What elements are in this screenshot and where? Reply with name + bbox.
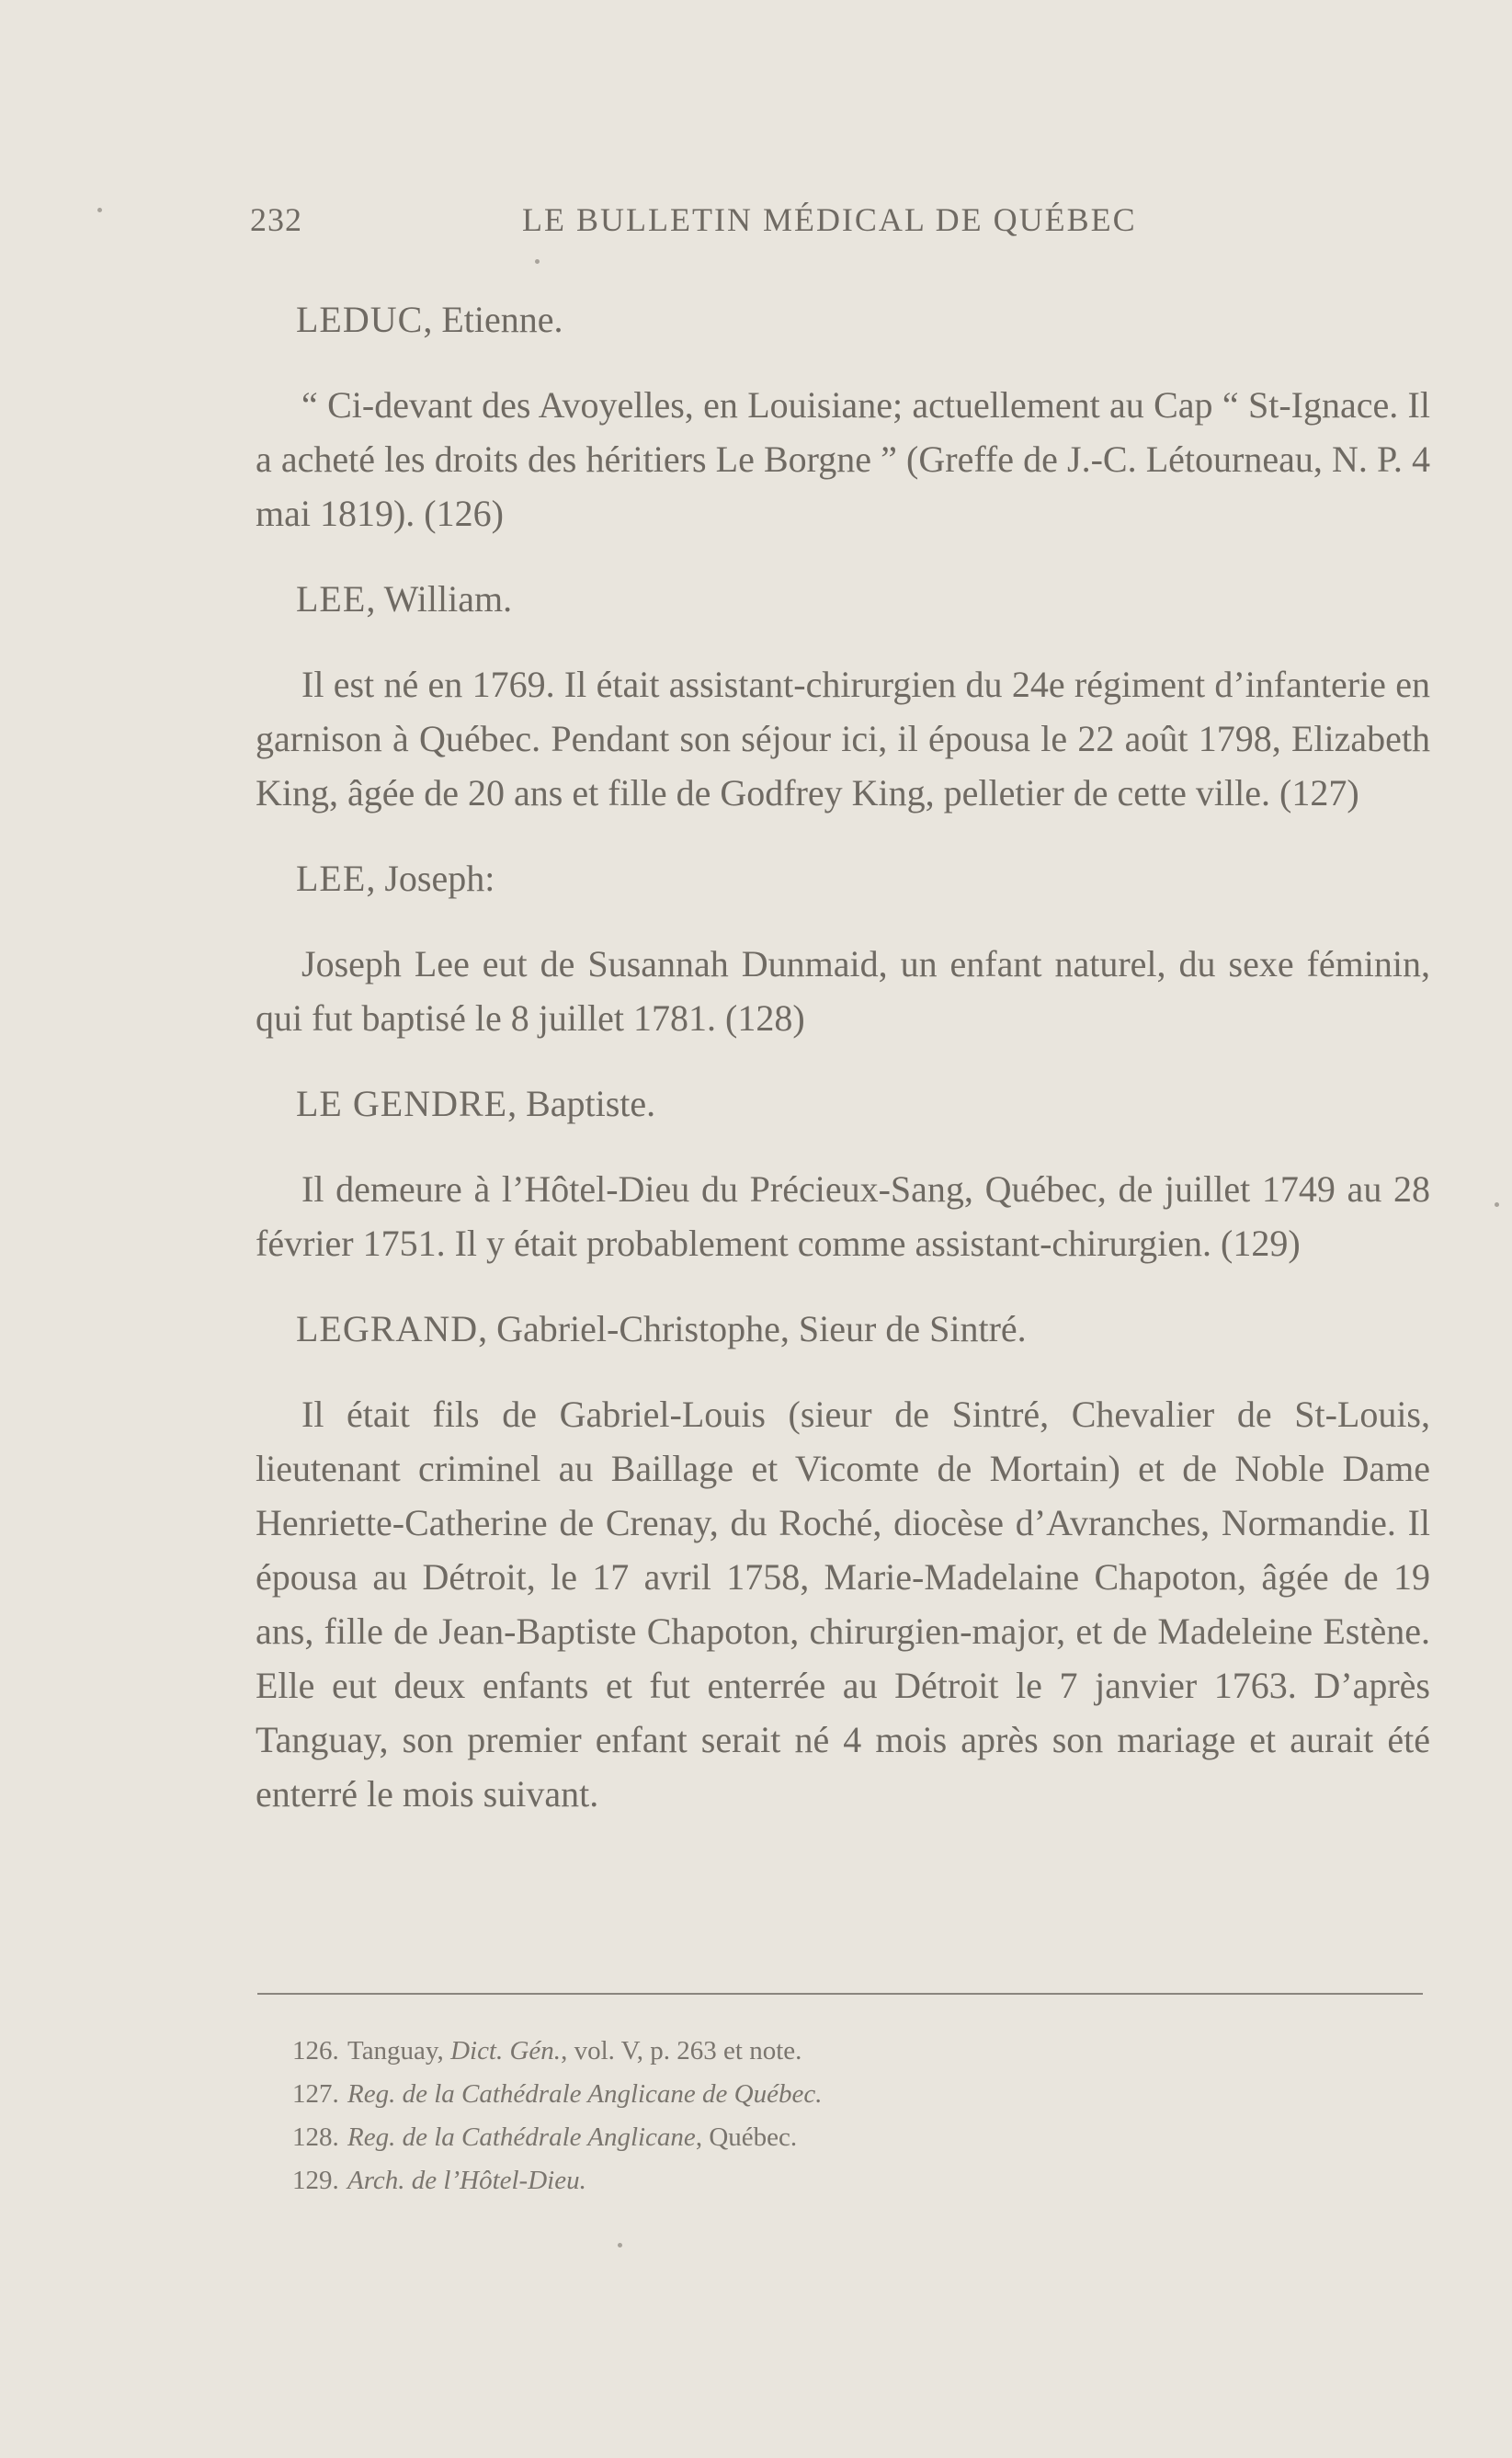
footnote-text: , Québec. <box>695 2122 798 2152</box>
entry-given-name: , Gabriel-Christophe, Sieur de Sintré. <box>478 1308 1027 1349</box>
entry-surname: LEE <box>296 858 367 899</box>
entry-surname: LE GENDRE <box>296 1083 508 1124</box>
body-text <box>256 292 1430 1852</box>
entry-surname: LEDUC <box>296 299 424 340</box>
footnote-italic-text: Arch. de l’Hôtel-Dieu. <box>347 2166 586 2195</box>
entry-paragraph: Il demeure à l’Hôtel-Dieu du Précieux-Sang, Québec, de juillet 1749 au 28 février 1751. Il y était probablement comme assistant-chirurgien. (129) <box>256 1168 1430 1264</box>
entry-paragraph: Il est né en 1769. Il était assistant-chirurgien du 24e régiment d’infanterie en garnison à Québec. Pendant son séjour ici, il épousa le 22 août 1798, Elizabeth King, âgée de 20 ans et fille de Godfrey King, pelletier de cette ville. (127) <box>256 664 1430 814</box>
entry-given-name: , Etienne. <box>423 299 563 340</box>
footnote-number: 127. <box>292 2079 339 2109</box>
footnote-italic-text: Reg. de la Cathédrale Anglicane <box>347 2122 696 2152</box>
footnote-text: Tanguay, <box>347 2036 451 2065</box>
footnote-number: 128. <box>292 2122 339 2152</box>
journal-title: LE BULLETIN MÉDICAL DE QUÉBEC <box>522 201 1137 238</box>
footnote-divider <box>257 1993 1423 1995</box>
entry-given-name: , Baptiste. <box>507 1083 656 1124</box>
paper-speck <box>97 208 102 212</box>
footnote-number: 126. <box>292 2036 339 2065</box>
entry-le-gendre <box>256 1076 1430 1270</box>
paper-speck <box>1495 1202 1499 1207</box>
footnotes <box>292 2030 1377 2202</box>
footnote-126 <box>292 2030 1377 2073</box>
entry-paragraph: Il était fils de Gabriel-Louis (sieur de Sintré, Chevalier de St-Louis, lieutenant criminel au Baillage et Vicomte de Mortain) et de Noble Dame Henriette-Catherine de Crenay, du Roché, diocèse d’Avranches, Normandie. Il épousa au Détroit, le 17 avril 1758, Marie-Madelaine Chapoton, âgée de 19 ans, fille de Jean-Baptiste Chapoton, chirurgien-major, et de Madeleine Estène. Elle eut deux enfants et fut enterrée au Détroit le 7 janvier 1763. D’après Tanguay, son premier enfant serait né 4 mois après son mariage et aurait été enterré le mois suivant. <box>256 1394 1430 1815</box>
entry-leduc <box>256 292 1430 541</box>
footnote-128 <box>292 2116 1377 2159</box>
entry-heading <box>296 572 1430 626</box>
entry-lee-joseph <box>256 851 1430 1045</box>
entry-given-name: , Joseph: <box>366 858 495 899</box>
entry-heading <box>296 1076 1430 1131</box>
entry-surname: LEGRAND <box>296 1308 479 1349</box>
footnote-text: , vol. V, p. 263 et note. <box>561 2036 802 2065</box>
entry-lee-william <box>256 572 1430 820</box>
entry-legrand <box>256 1302 1430 1821</box>
footnote-127 <box>292 2073 1377 2116</box>
entry-paragraph: Joseph Lee eut de Susannah Dunmaid, un enfant naturel, du sexe féminin, qui fut baptisé le 8 juillet 1781. (128) <box>256 943 1430 1039</box>
page-number: 232 <box>250 201 302 238</box>
entry-paragraph: “ Ci-devant des Avoyelles, en Louisiane; actuellement au Cap “ St-Ignace. Il a acheté les droits des héritiers Le Borgne ” (Greffe de J.-C. Létourneau, N. P. 4 mai 1819). (126) <box>256 384 1430 534</box>
footnote-italic-text: Dict. Gén. <box>450 2036 562 2065</box>
paper-speck <box>535 259 540 264</box>
paper-speck <box>618 2243 622 2247</box>
running-head <box>250 200 1279 246</box>
entry-heading <box>296 292 1430 347</box>
entry-heading <box>296 1302 1430 1356</box>
entry-heading <box>296 851 1430 905</box>
footnote-number: 129. <box>292 2166 339 2195</box>
footnote-italic-text: Reg. de la Cathédrale Anglicane de Québec. <box>347 2079 823 2109</box>
entry-surname: LEE <box>296 578 367 620</box>
entry-given-name: , William. <box>366 578 513 620</box>
footnote-129 <box>292 2159 1377 2202</box>
